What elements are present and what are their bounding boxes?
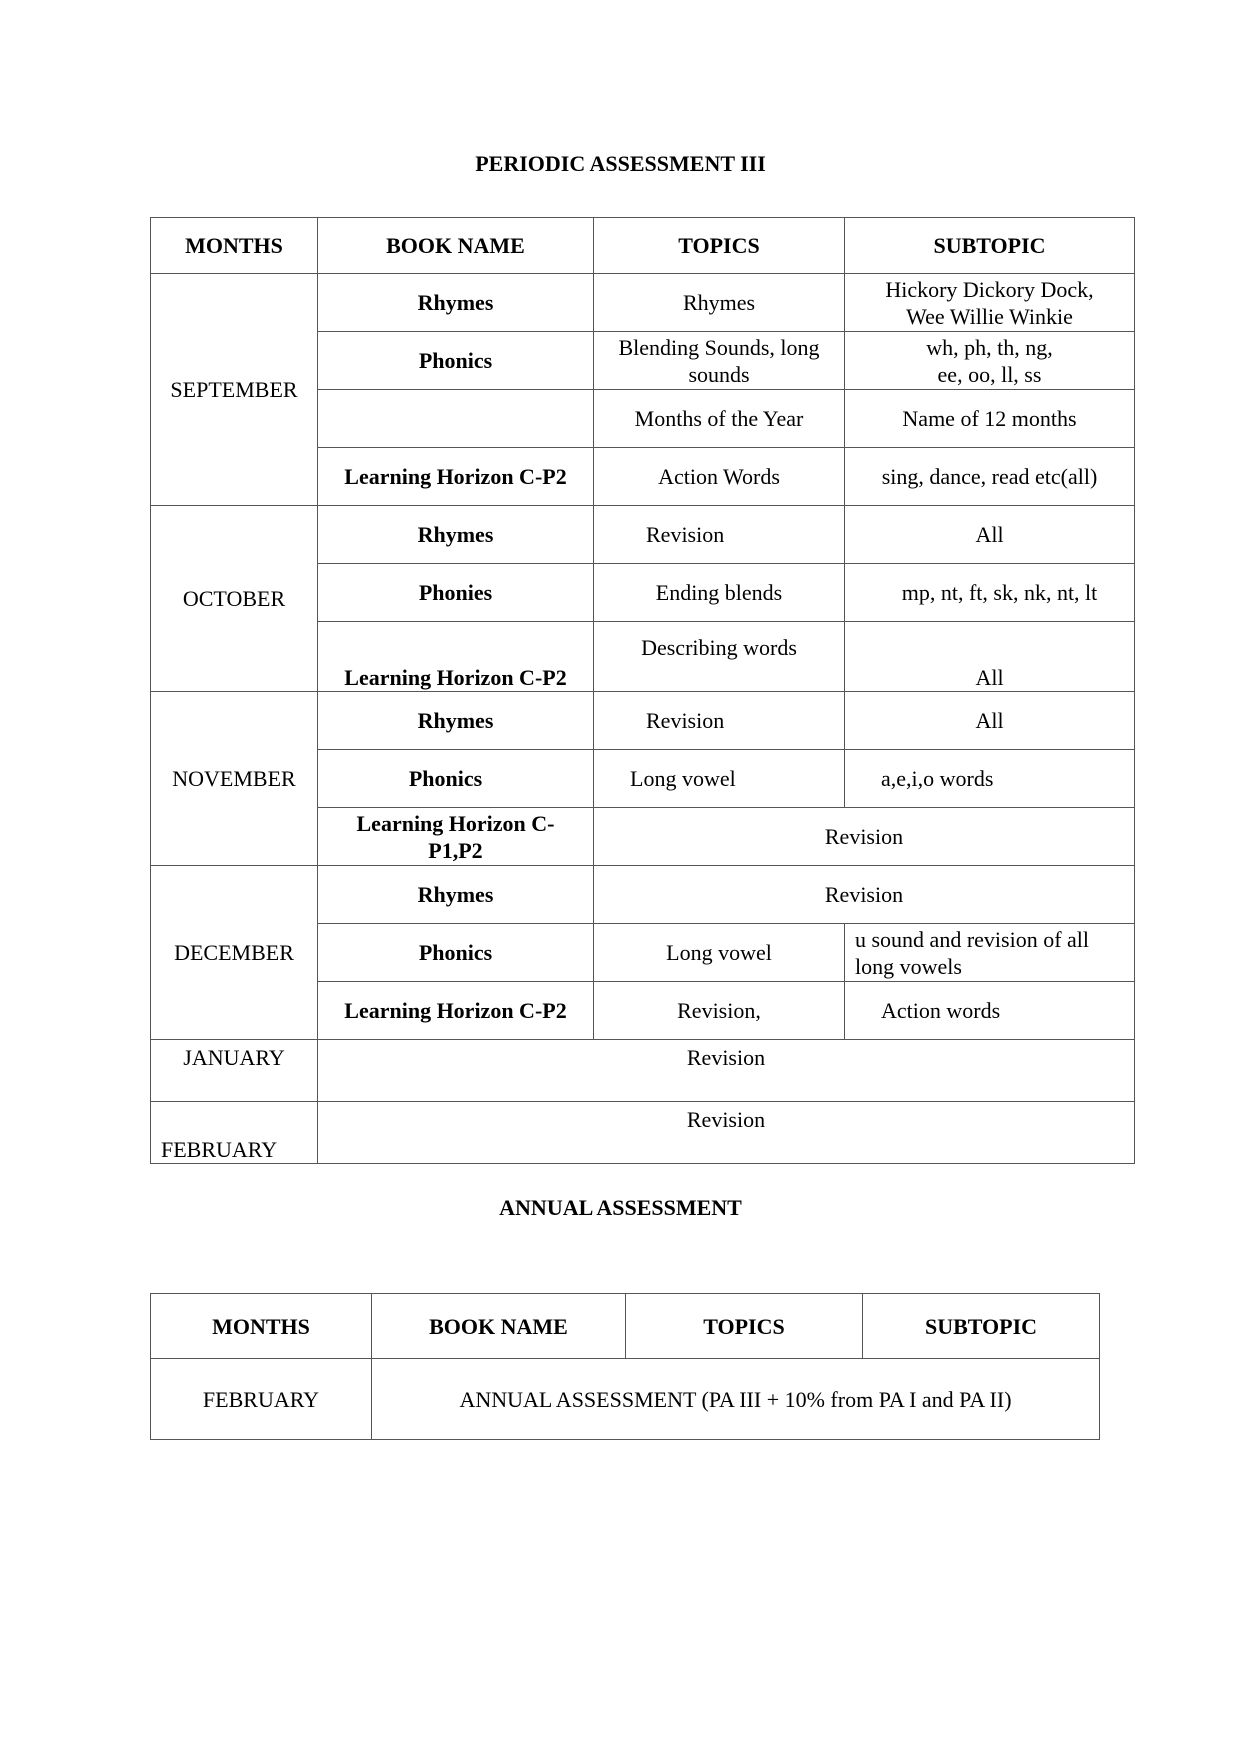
topic-cell: Long vowel [594, 750, 845, 808]
topic-cell: Describing words [594, 622, 845, 692]
header-topics: TOPICS [594, 218, 845, 274]
table-row [151, 692, 1135, 750]
month-cell-november: NOVEMBER [151, 692, 318, 866]
subtopic-cell: u sound and revision of all long vowels [845, 924, 1135, 982]
subtopic-cell: mp, nt, ft, sk, nk, nt, lt [845, 564, 1135, 622]
month-cell-february: FEBRUARY [151, 1102, 318, 1164]
topic-cell: Revision [594, 692, 845, 750]
topic-cell: Long vowel [594, 924, 845, 982]
book-cell: Rhymes [318, 866, 594, 924]
topic-cell: Months of the Year [594, 390, 845, 448]
table-row [151, 1102, 1135, 1164]
subtopic-cell: a,e,i,o words [845, 750, 1135, 808]
topic-cell: Blending Sounds, long sounds [594, 332, 845, 390]
subtopic-cell: wh, ph, th, ng, ee, oo, ll, ss [845, 332, 1135, 390]
subtopic-cell: Hickory Dickory Dock, Wee Willie Winkie [845, 274, 1135, 332]
table-header-row [151, 218, 1135, 274]
table-row [151, 1359, 1100, 1440]
subtopic-cell: All [845, 506, 1135, 564]
table-row [151, 506, 1135, 564]
book-cell: Learning Horizon C-P1,P2 [318, 808, 594, 866]
topic-cell: Ending blends [594, 564, 845, 622]
merged-topic-cell: Revision [594, 808, 1135, 866]
book-cell [318, 390, 594, 448]
book-cell: Learning Horizon C-P2 [318, 982, 594, 1040]
header-book-name: BOOK NAME [372, 1294, 626, 1359]
header-book-name: BOOK NAME [318, 218, 594, 274]
book-cell: Phonics [318, 332, 594, 390]
book-cell: Phonics [318, 750, 594, 808]
month-cell-october: OCTOBER [151, 506, 318, 692]
merged-topic-cell: Revision [318, 1102, 1135, 1164]
table-row [151, 274, 1135, 332]
header-subtopic: SUBTOPIC [863, 1294, 1100, 1359]
header-months: MONTHS [151, 218, 318, 274]
table-row [151, 866, 1135, 924]
book-cell: Rhymes [318, 274, 594, 332]
annual-assessment-table [150, 1293, 1100, 1440]
topic-cell: Revision, [594, 982, 845, 1040]
book-cell: Learning Horizon C-P2 [318, 448, 594, 506]
header-subtopic: SUBTOPIC [845, 218, 1135, 274]
periodic-assessment-table [150, 217, 1135, 1164]
header-topics: TOPICS [626, 1294, 863, 1359]
month-cell-december: DECEMBER [151, 866, 318, 1040]
topic-cell: Revision [594, 506, 845, 564]
subtopic-cell: Action words [845, 982, 1135, 1040]
book-cell: Phonies [318, 564, 594, 622]
header-months: MONTHS [151, 1294, 372, 1359]
subtopic-cell: All [845, 622, 1135, 692]
periodic-assessment-title: PERIODIC ASSESSMENT III [475, 151, 766, 176]
merged-topic-cell: ANNUAL ASSESSMENT (PA III + 10% from PA I and PA II) [372, 1359, 1100, 1440]
topic-cell: Rhymes [594, 274, 845, 332]
book-cell: Rhymes [318, 692, 594, 750]
subtopic-cell: sing, dance, read etc(all) [845, 448, 1135, 506]
merged-topic-cell: Revision [318, 1040, 1135, 1102]
subtopic-cell: Name of 12 months [845, 390, 1135, 448]
table-row [151, 1040, 1135, 1102]
month-cell-february: FEBRUARY [151, 1359, 372, 1440]
book-cell: Rhymes [318, 506, 594, 564]
merged-topic-cell: Revision [594, 866, 1135, 924]
table-header-row [151, 1294, 1100, 1359]
book-cell: Learning Horizon C-P2 [318, 622, 594, 692]
book-cell: Phonics [318, 924, 594, 982]
topic-cell: Action Words [594, 448, 845, 506]
annual-assessment-title: ANNUAL ASSESSMENT [499, 1195, 742, 1220]
month-cell-september: SEPTEMBER [151, 274, 318, 506]
subtopic-cell: All [845, 692, 1135, 750]
month-cell-january: JANUARY [151, 1040, 318, 1102]
